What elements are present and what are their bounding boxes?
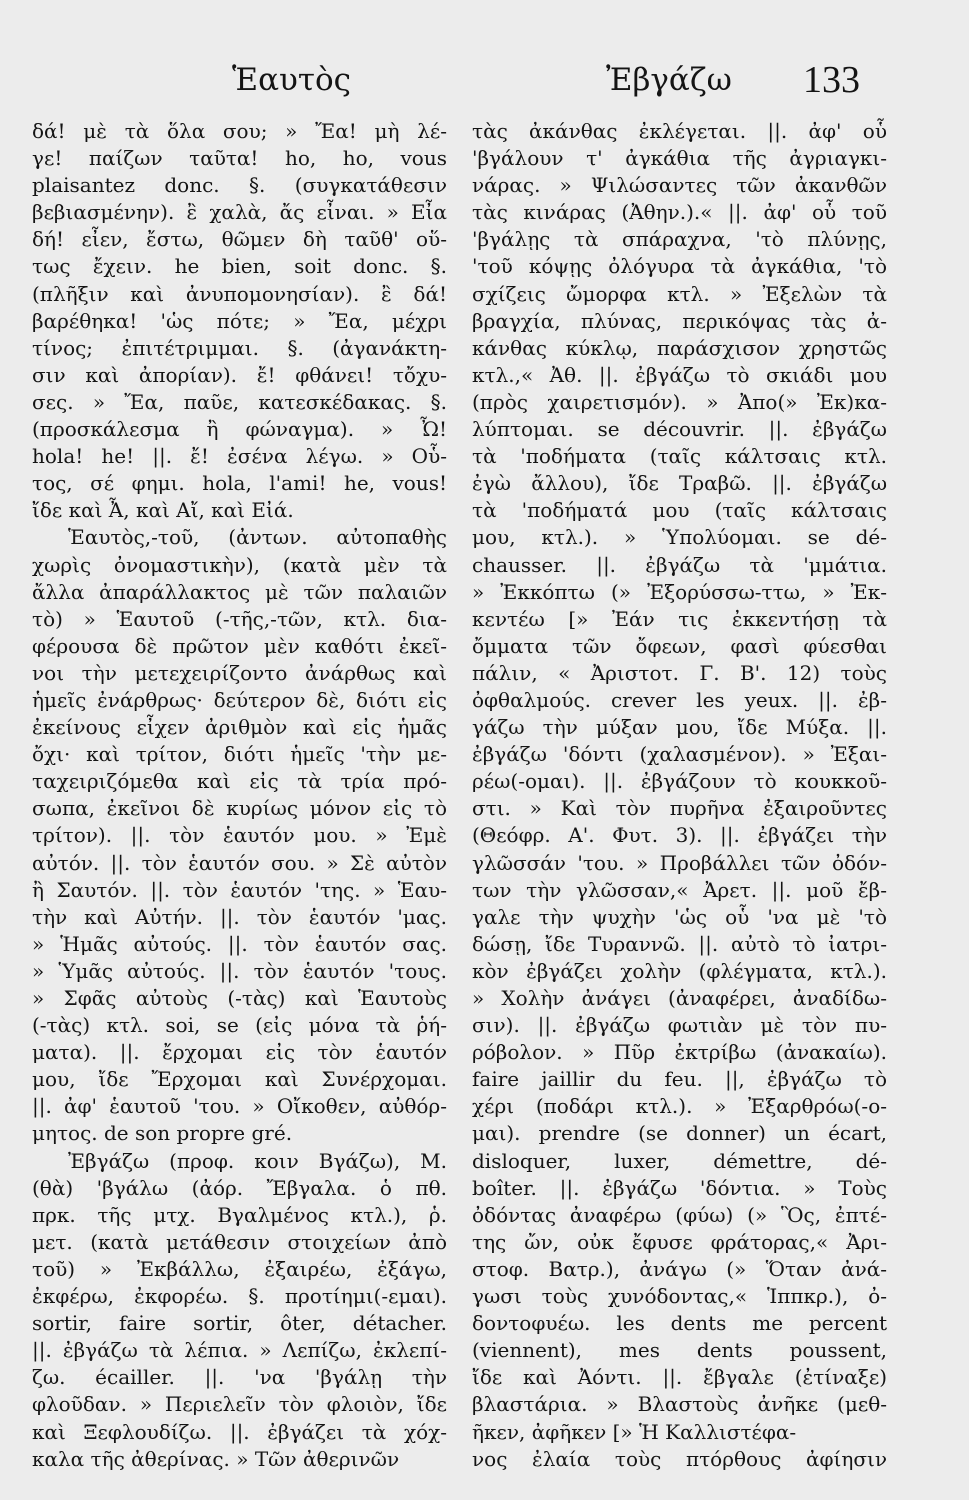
header-left-word: Ἑαυτὸς: [232, 62, 352, 98]
text-line: λύπτομαι. se découvrir. ||. ἐβγάζω: [472, 417, 887, 442]
text-line: boîter. ||. ἐβγάζω 'δόντια. » Τοὺς: [472, 1175, 887, 1200]
text-line: χωρὶς ὀνομαστικὴν), (κατὰ μὲν τὰ: [32, 552, 447, 577]
text-line: 'βγάλῃς τὰ σπάραχνα, 'τὸ πλύνῃς,: [472, 227, 887, 252]
text-line: νάρας. » Ψιλώσαντες τῶν ἀκανθῶν: [472, 173, 887, 198]
text-line: σες. » Ἔα, παῦε, κατεσκέδακας. §.: [32, 389, 447, 414]
text-line: (θὰ) 'βγάλω (ἀόρ. Ἔβγαλα. ὁ πθ.: [32, 1175, 447, 1200]
text-line: βλαστάρια. » Βλαστοὺς ἀνῆκε (μεθ-: [472, 1392, 887, 1417]
text-line: κτλ.,« Ἀθ. ||. ἐβγάζω τὸ σκιάδι μου: [472, 362, 887, 387]
text-line: ἴδε καὶ Ἆ, καὶ Αἴ, καὶ Εἰά.: [32, 498, 294, 523]
text-line: (πρὸς χαιρετισμόν). » Ἀπο(» Ἐκ)κα-: [472, 389, 887, 414]
text-line: φέρουσα δὲ πρῶτον μὲν καθότι ἐκεῖ-: [32, 633, 447, 658]
text-line: τος, σέ φημι. hola, l'ami! he, vous!: [32, 471, 447, 496]
text-line: hola! he! ||. ἔ! ἐσένα λέγω. » Οὗ-: [32, 444, 447, 469]
text-line: καλα τῆς ἀθερίνας. » Τῶν ἀθερινῶν: [32, 1446, 400, 1471]
text-line: σιν). ||. ἐβγάζω φωτιὰν μὲ τὸν πυ-: [472, 1013, 887, 1038]
text-line: τρίτον). ||. τὸν ἑαυτόν μου. » Ἐμὲ: [32, 823, 447, 848]
text-line: sortir, faire sortir, ôter, détacher.: [32, 1311, 447, 1336]
text-line: Ἑαυτὸς,-τοῦ, (ἀντων. αὐτοπαθὴς: [68, 525, 447, 550]
text-line: γαλε τὴν ψυχὴν 'ὡς οὗ 'να μὲ 'τὸ: [472, 904, 887, 929]
left-column: [32, 118, 447, 1473]
text-line: plaisantez donc. §. (συγκατάθεσιν: [32, 173, 447, 198]
text-line: χέρι (ποδάρι κτλ.). » Ἐξαρθρόω(-ο-: [472, 1094, 887, 1119]
text-line: κάνθας κύκλῳ, παράσχισον χρηστῶς: [472, 335, 887, 360]
text-line: τὰς κινάρας (Ἀθην.).« ||. ἀφ' οὗ τοῦ: [472, 200, 887, 225]
text-line: (-τὰς) κτλ. soi, se (εἰς μόνα τὰ ῥή-: [32, 1013, 447, 1038]
text-line: τὰ 'ποδήματά μου (ταῖς κάλτσαις: [472, 498, 887, 523]
text-line: βραγχία, πλύνας, περικόψας τὰς ἀ-: [472, 308, 887, 333]
text-line: ἐβγάζω 'δόντι (χαλασμένον). » Ἐξαι-: [472, 742, 887, 767]
text-line: (πλῆξιν καὶ ἀνυπομονησίαν). ἒ δά!: [32, 281, 447, 306]
text-line: ἐκείνους εἶχεν ἀριθμὸν καὶ εἰς ἡμᾶς: [32, 715, 447, 740]
text-line: ματα). ||. ἔρχομαι εἰς τὸν ἑαυτόν: [32, 1040, 447, 1065]
text-line: μητος. de son propre gré.: [32, 1121, 293, 1146]
text-line: γε! παίζων ταῦτα! ho, ho, vous: [32, 146, 447, 171]
text-line: ὀφθαλμούς. crever les yeux. ||. ἐβ-: [472, 687, 887, 712]
text-line: ἡμεῖς ἐνάρθρως· δεύτερον δὲ, διότι εἰς: [32, 687, 447, 712]
text-line: ἐκφέρω, ἐκφορέω. §. προτίημι(-εμαι).: [32, 1284, 447, 1309]
text-line: (viennent), mes dents poussent,: [472, 1338, 887, 1363]
text-line: της ὤν, οὐκ ἔφυσε φράτορας,« Ἀρι-: [472, 1229, 887, 1254]
text-line: ||. ἀφ' ἑαυτοῦ 'του. » Οἴκοθεν, αὐθόρ-: [32, 1094, 447, 1119]
text-line: τοῦ) » Ἐκβάλλω, ἐξαιρέω, ἐξάγω,: [32, 1256, 447, 1281]
text-line: Ἐβγάζω (προφ. κοιν Βγάζω), Μ.: [68, 1148, 447, 1173]
text-line: πάλιν, « Ἀριστοτ. Γ. Β'. 12) τοὺς: [472, 660, 887, 685]
text-line: 'τοῦ κόψῃς ὀλόγυρα τὰ ἀγκάθια, 'τὸ: [472, 254, 887, 279]
text-line: ῆκεν, ἀφῆκεν [» Ἡ Καλλιστέφα-: [472, 1419, 797, 1444]
text-line: » Σφᾶς αὐτοὺς (-τὰς) καὶ Ἑαυτοὺς: [32, 986, 447, 1010]
text-line: πρκ. τῆς μτχ. Βγαλμένος κτλ.), ῥ.: [32, 1202, 447, 1227]
text-line: σιν καὶ ἀπορίαν). ἔ! φθάνει! τὄχυ-: [32, 362, 447, 387]
text-line: τίνος; ἐπιτέτριμμαι. §. (ἀγανάκτη-: [32, 335, 447, 360]
text-line: disloquer, luxer, démettre, dé-: [472, 1148, 887, 1173]
text-line: δώσῃ, ἴδε Τυραννῶ. ||. αὐτὸ τὸ ἰατρι-: [472, 931, 887, 956]
text-line: γάζω τὴν μύξαν μου, ἴδε Μύξα. ||.: [472, 715, 887, 740]
text-line: γλῶσσάν 'του. » Προβάλλει τῶν ὀδόν-: [472, 850, 887, 875]
text-line: δοντοφυέω. les dents me percent: [472, 1311, 887, 1336]
text-line: φλοῦδαν. » Περιελεῖν τὸν φλοιὸν, ἴδε: [32, 1392, 447, 1417]
text-line: τὴν καὶ Αὐτήν. ||. τὸν ἑαυτόν 'μας.: [32, 904, 447, 929]
text-line: ρόβολον. » Πῦρ ἐκτρίβω (ἀνακαίω).: [472, 1040, 887, 1065]
right-column: [472, 118, 887, 1473]
text-line: δά! μὲ τὰ ὅλα σου; » Ἔα! μὴ λέ-: [32, 119, 447, 143]
text-line: κεντέω [» Ἐάν τις ἐκκεντήσῃ τὰ: [472, 606, 887, 631]
text-line: νοι τὴν μετεχειρίζοντο ἀνάρθως καὶ: [32, 660, 447, 685]
text-line: νος ἐλαία τοὺς πτόρθους ἀφίησιν: [472, 1446, 887, 1471]
page-number: 133: [803, 59, 860, 101]
text-line: » Ὑμᾶς αὐτούς. ||. τὸν ἑαυτόν 'τους.: [32, 958, 447, 983]
text-line: τὸ) » Ἑαυτοῦ (-τῆς,-τῶν, κτλ. δια-: [32, 606, 447, 631]
text-line: τὰ 'ποδήματα (ταῖς κάλτσαις κτλ.: [472, 444, 887, 469]
text-line: ζω. écailler. ||. 'να 'βγάλῃ τὴν: [32, 1365, 447, 1390]
text-line: » Ἡμᾶς αὐτούς. ||. τὸν ἑαυτόν σας.: [32, 931, 447, 956]
text-line: αὐτόν. ||. τὸν ἑαυτόν σου. » Σὲ αὐτὸν: [32, 850, 447, 875]
text-line: δή! εἶεν, ἔστω, θῶμεν δὴ ταῦθ' οὕ-: [32, 227, 447, 252]
text-line: ἢ Σαυτόν. ||. τὸν ἑαυτόν 'της. » Ἑαυ-: [32, 877, 447, 902]
text-line: chausser. ||. ἐβγάζω τὰ 'μμάτια.: [472, 552, 887, 577]
text-line: ἄλλα ἀπαράλλακτος μὲ τῶν παλαιῶν: [32, 579, 447, 604]
text-line: καὶ Ξεφλουδίζω. ||. ἐβγάζει τὰ χόχ-: [32, 1419, 447, 1444]
text-line: γωσι τοὺς χυνόδοντας,« Ἱππκρ.), ὀ-: [472, 1284, 887, 1309]
header-right-word: Ἐβγάζω: [606, 62, 732, 98]
text-line: (Θεόφρ. Α'. Φυτ. 3). ||. ἐβγάζει τὴν: [472, 823, 887, 848]
text-line: τως ἔχειν. he bien, soit donc. §.: [32, 254, 447, 279]
text-line: μαι). prendre (se donner) un écart,: [472, 1121, 887, 1146]
text-line: των τὴν γλῶσσαν,« Ἀρετ. ||. μοῦ ἔβ-: [472, 877, 887, 902]
text-line: 'βγάλουν τ' ἀγκάθια τῆς ἀγριαγκι-: [472, 146, 887, 171]
text-line: » Ἐκκόπτω (» Ἐξορύσσω-ττω, » Ἐκ-: [472, 579, 887, 604]
text-line: ταχειριζόμεθα καὶ εἰς τὰ τρία πρό-: [32, 769, 447, 794]
text-line: ἐγὼ ἄλλου), ἴδε Τραβῶ. ||. ἐβγάζω: [472, 471, 887, 496]
text-line: τὰς ἀκάνθας ἐκλέγεται. ||. ἀφ' οὗ: [472, 119, 887, 143]
text-line: ὄμματα τῶν ὄφεων, φασὶ φύεσθαι: [472, 633, 887, 658]
text-line: faire jaillir du feu. ||, ἐβγάζω τὸ: [472, 1067, 887, 1092]
text-line: ||. ἐβγάζω τὰ λέπια. » Λεπίζω, ἐκλεπί-: [32, 1338, 447, 1363]
text-line: σχίζεις ὤμορφα κτλ. » Ἐξελὼν τὰ: [472, 281, 887, 306]
text-line: μετ. (κατὰ μετάθεσιν στοιχείων ἀπὸ: [32, 1229, 447, 1254]
text-line: στι. » Καὶ τὸν πυρῆνα ἐξαιροῦντες: [472, 796, 887, 821]
text-line: βεβιασμένην). ἒ χαλὰ, ἄς εἶναι. » Εἶα: [32, 200, 447, 225]
text-line: ὀδόντας ἀναφέρω (φύω) (» Ὃς, ἐπτέ-: [472, 1202, 887, 1227]
text-line: κὸν ἐβγάζει χολὴν (φλέγματα, κτλ.).: [472, 958, 887, 983]
text-line: » Χολὴν ἀνάγει (ἀναφέρει, ἀναδίδω-: [472, 986, 887, 1010]
text-line: ρέω(-ομαι). ||. ἐβγάζουν τὸ κουκκοῦ-: [472, 769, 887, 794]
text-line: ὄχι· καὶ τρίτον, διότι ἡμεῖς 'τὴν με-: [32, 742, 447, 767]
text-line: σωπα, ἐκεῖνοι δὲ κυρίως μόνον εἰς τὸ: [32, 796, 447, 821]
text-line: ἴδε καὶ Ἀόντι. ||. ἔβγαλε (ἐτίναξε): [472, 1365, 887, 1390]
text-line: μου, ἴδε Ἔρχομαι καὶ Συνέρχομαι.: [32, 1067, 447, 1092]
text-line: μου, κτλ.). » Ὑπολύομαι. se dé-: [472, 525, 887, 550]
text-line: στοφ. Βατρ.), ἀνάγω (» Ὅταν ἀνά-: [472, 1256, 887, 1281]
text-line: βαρέθηκα! 'ὡς πότε; » Ἔα, μέχρι: [32, 308, 447, 333]
text-line: (προσκάλεσμα ἢ φώναγμα). » Ὦ!: [32, 417, 447, 442]
